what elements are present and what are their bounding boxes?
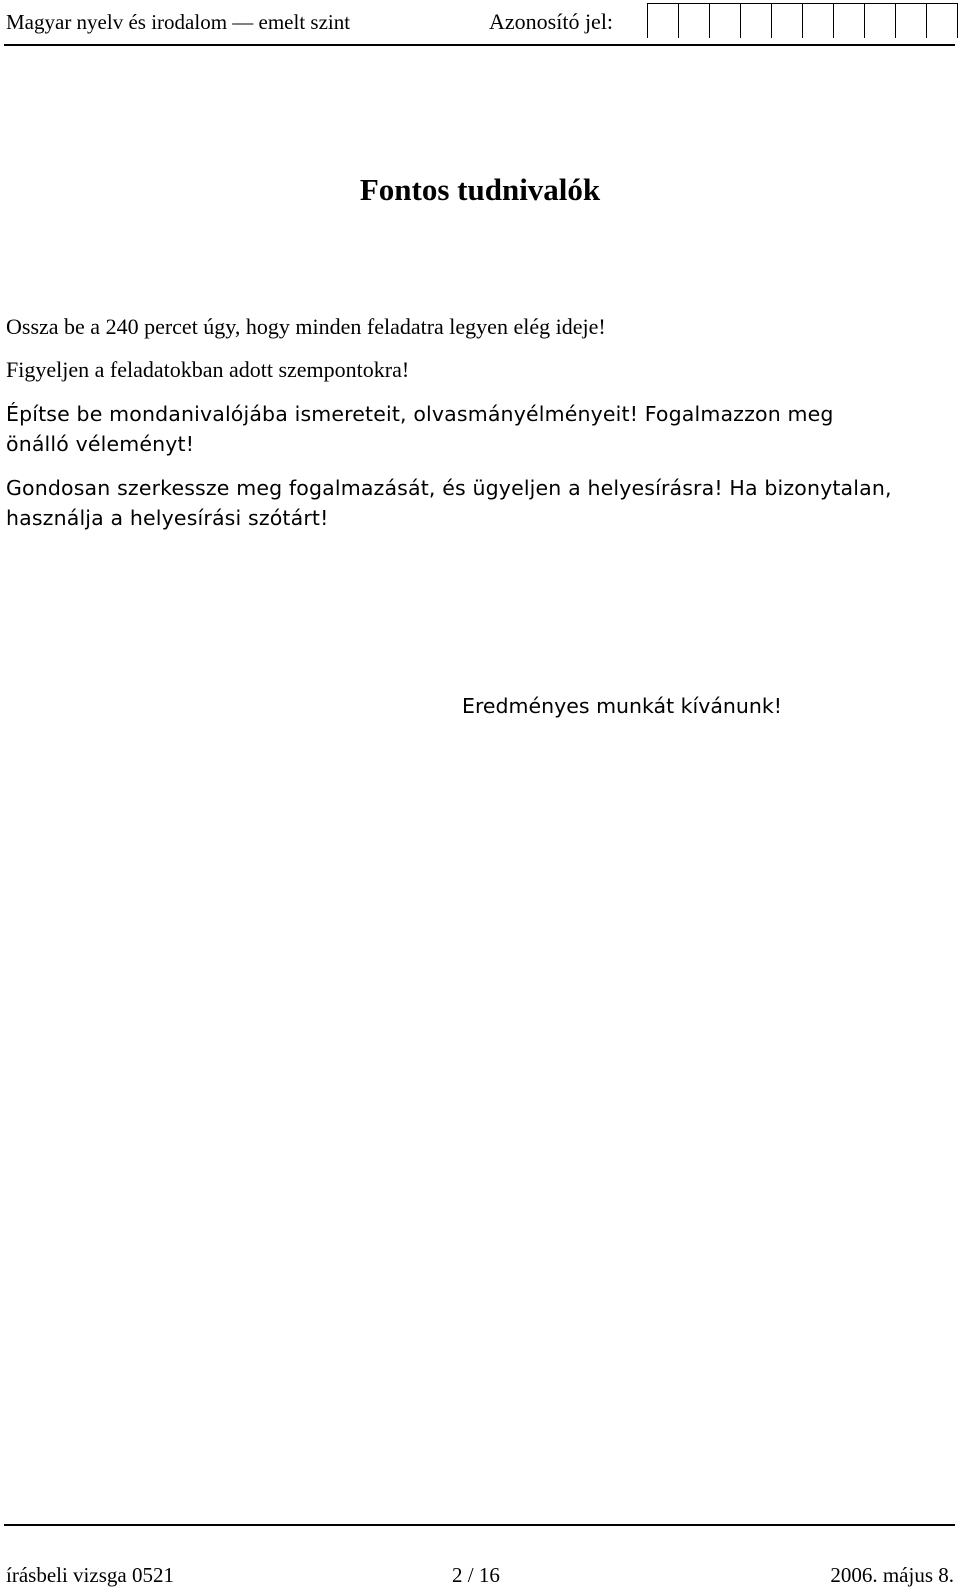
footer-page-number: 2 / 16 — [452, 1563, 500, 1587]
footer-divider — [4, 1524, 955, 1526]
id-box[interactable] — [772, 3, 803, 38]
closing-wish: Eredményes munkát kívánunk! — [462, 693, 782, 718]
id-box[interactable] — [834, 3, 865, 38]
id-boxes — [647, 3, 958, 38]
id-box[interactable] — [803, 3, 834, 38]
footer-date: 2006. május 8. — [830, 1563, 954, 1587]
id-box[interactable] — [865, 3, 896, 38]
header-subject: Magyar nyelv és irodalom — emelt szint — [6, 10, 351, 34]
id-box[interactable] — [896, 3, 927, 38]
id-box[interactable] — [648, 3, 679, 38]
header-divider — [4, 44, 955, 46]
page-title: Fontos tudnivalók — [359, 172, 601, 207]
instruction-line: Építse be mondanivalójába ismereteit, olvasmányélményeit! Fogalmazzon meg — [6, 402, 834, 426]
id-box[interactable] — [710, 3, 741, 38]
header-id-label: Azonosító jel: — [489, 9, 614, 34]
id-box[interactable] — [927, 3, 958, 38]
id-box[interactable] — [679, 3, 710, 38]
instruction-line: használja a helyesírási szótárt! — [6, 506, 329, 530]
instruction-line: Figyeljen a feladatokban adott szempontokra! — [6, 357, 410, 382]
footer-exam-code: írásbeli vizsga 0521 — [6, 1563, 174, 1587]
instruction-line: Gondosan szerkessze meg fogalmazását, és ügyeljen a helyesírásra! Ha bizonytalan, — [6, 476, 892, 500]
instruction-line: Ossza be a 240 percet úgy, hogy minden feladatra legyen elég ideje! — [6, 314, 606, 339]
page-header — [0, 0, 960, 46]
id-box[interactable] — [741, 3, 772, 38]
instruction-line: önálló véleményt! — [6, 432, 195, 456]
